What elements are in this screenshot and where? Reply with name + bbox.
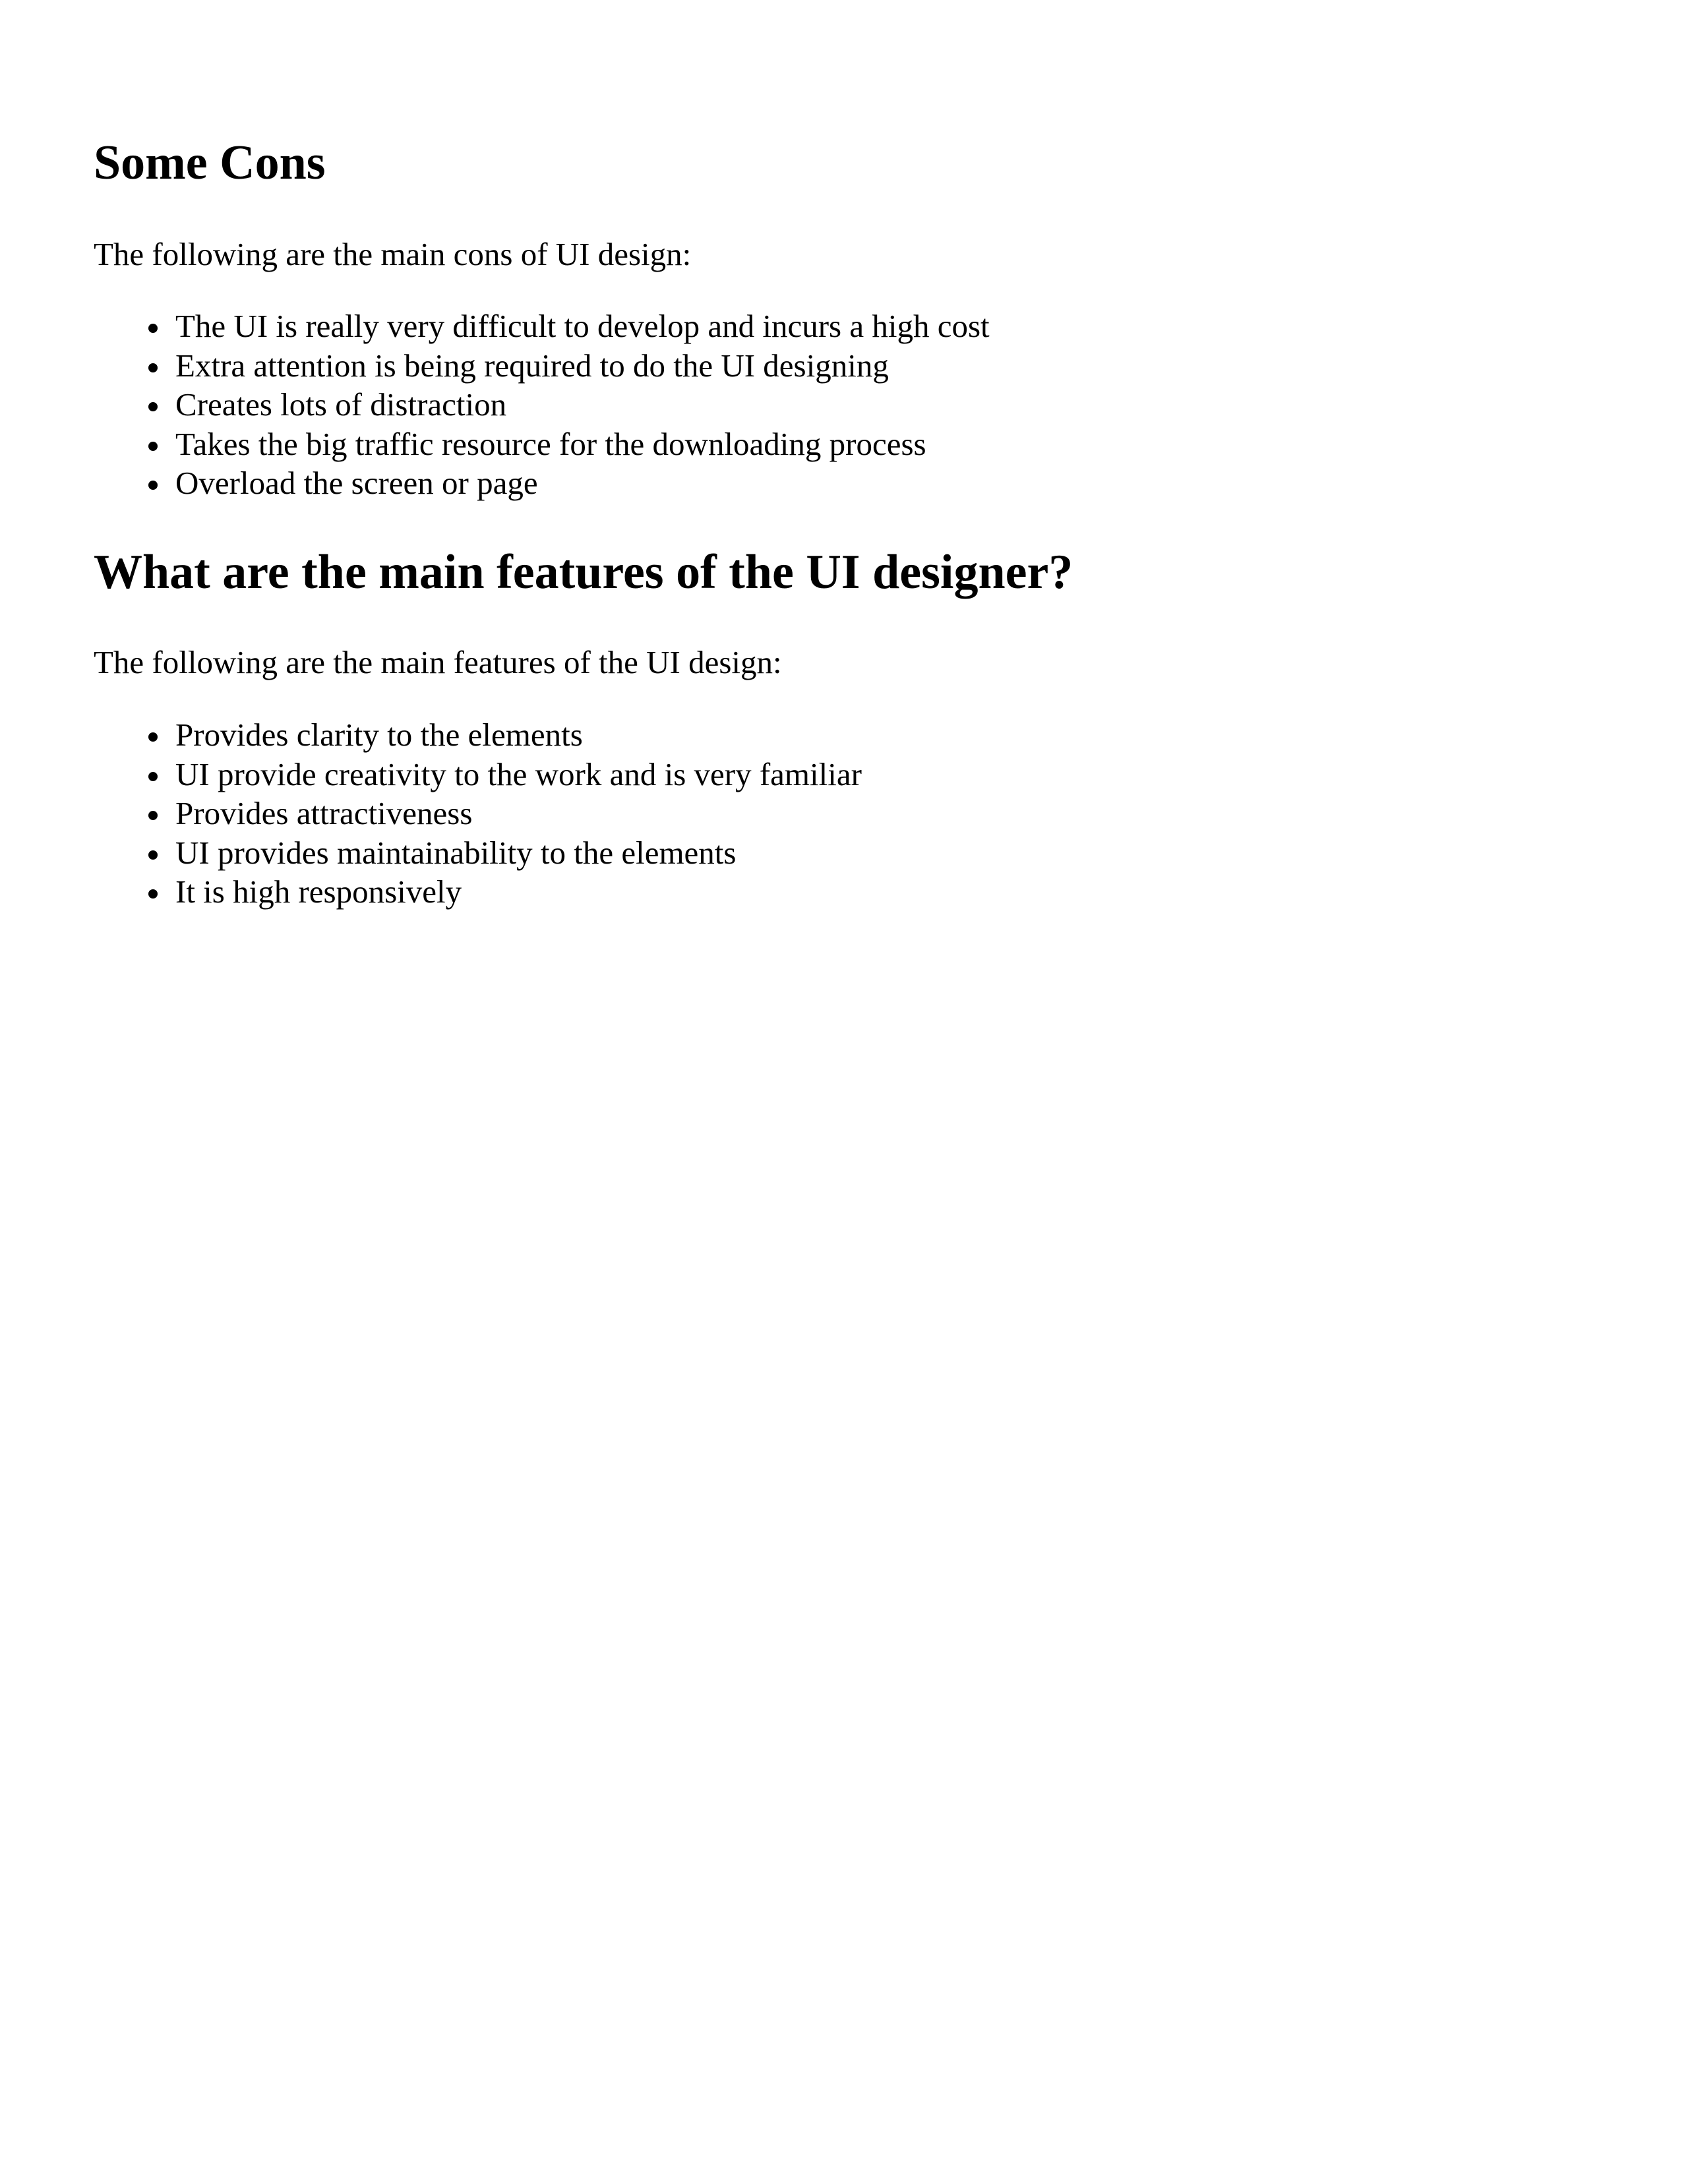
list-item: Creates lots of distraction [175, 385, 990, 425]
list-item: It is high responsively [175, 872, 862, 912]
list-item: UI provides maintainability to the elements [175, 833, 862, 873]
list-item: Extra attention is being required to do the UI designing [175, 346, 990, 386]
list-item: Overload the screen or page [175, 463, 990, 503]
features-list [94, 715, 862, 912]
list-item: UI provide creativity to the work and is very familiar [175, 755, 862, 794]
section-intro-features: The following are the main features of the UI design: [94, 644, 782, 680]
section-intro-cons: The following are the main cons of UI design: [94, 236, 692, 272]
list-item: The UI is really very difficult to develop and incurs a high cost [175, 307, 990, 346]
cons-list [94, 307, 990, 503]
list-item: Takes the big traffic resource for the downloading process [175, 425, 990, 464]
list-item: Provides attractiveness [175, 794, 862, 833]
section-heading-cons: Some Cons [94, 136, 326, 190]
section-heading-features: What are the main features of the UI designer? [94, 545, 1073, 599]
list-item: Provides clarity to the elements [175, 715, 862, 755]
